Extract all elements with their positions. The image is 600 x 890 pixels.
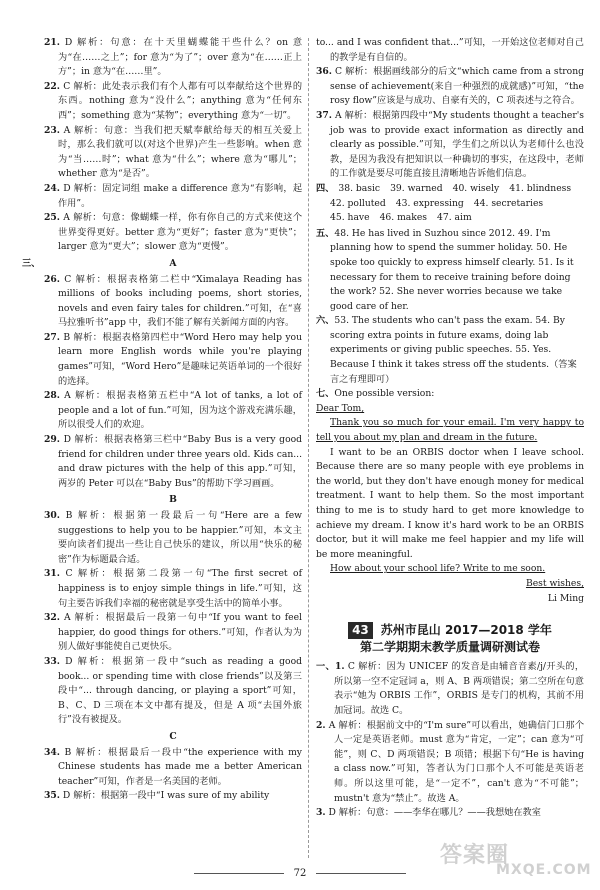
answer-number: 26. xyxy=(44,273,60,285)
test-title xyxy=(316,622,584,656)
answer-number: 31. xyxy=(44,568,60,580)
word-answer: 47. aim xyxy=(437,212,472,224)
letter-paragraph-1: Thank you so much for your email. I'm very happy to tell you about my plan and dream in the future. xyxy=(316,417,584,444)
answer-item xyxy=(44,567,302,611)
answer-number: 25. xyxy=(44,212,60,224)
answer-number: 24. xyxy=(44,182,60,194)
word-answer: 39. warned xyxy=(390,182,443,194)
answer-text: A 解析：根据前文中的“I'm sure”可以看出，她确信门口那个人一定是英语老师。must 意为“肯定，一定”；can 意为“可能”，则 C、D 两项错误；B 项错；根据下句“He is having a class now.”可知，答者认为门口那个人不可能是英语老师。所以这里可能，是“一定不”，can't 意为“不可能”；mustn't 意为“禁止”。故选 A。 xyxy=(328,719,585,804)
section-six-label: 六、 xyxy=(316,315,335,327)
answer-number: 28. xyxy=(44,390,60,402)
answer-number: 35. xyxy=(44,790,60,802)
answer-item xyxy=(44,389,302,433)
answer-text: C 解析：根据第二段第一句“The first secret of happiness is to enjoy simple things in life.”可知，这句主要告诉我们幸福的秘密就是享受生活中的简单小事。 xyxy=(58,568,302,609)
answer-item xyxy=(44,655,302,728)
answer-number: 一、1. xyxy=(316,661,345,673)
section-seven xyxy=(316,387,584,606)
answers-21-25 xyxy=(44,36,302,255)
right-column xyxy=(316,36,584,821)
answer-text: B 解析：根据第一段最后一句“Here are a few suggestions to help you to be happier.”可知，本文主要向读者们提出一些让自己快乐的建议，所以用“快乐的秘密”作为标题最合适。 xyxy=(58,510,303,565)
answer-text: A 解析：根据表格第五栏中“A lot of tanks, a lot of people and a lot of fun.”可知，因为这个游戏充满乐趣，所以很受人们的欢迎。 xyxy=(58,390,302,431)
test-number-badge: 43 xyxy=(348,622,373,639)
footer-rule-left xyxy=(194,873,284,874)
answers-34-35 xyxy=(44,746,302,804)
answer-item xyxy=(44,36,302,80)
word-answer-row xyxy=(316,197,584,212)
word-answer: 42. polluted xyxy=(330,197,386,209)
word-answer: 40. wisely xyxy=(452,182,500,194)
word-answer: 46. makes xyxy=(379,212,428,224)
answer-item xyxy=(44,211,302,255)
subsection-a-label: A xyxy=(169,257,177,269)
word-answer: 43. expressing xyxy=(395,197,464,209)
letter-paragraph-3: How about your school life? Write to me soon. xyxy=(330,563,546,575)
answer-text: B 解析：根据表格第四栏中“Word Hero may help you learn more English words while you're playing games”可知，“Word Hero”是趣味记英语单词的一个很好的选择。 xyxy=(58,331,302,387)
answer-item xyxy=(316,806,584,821)
answer-text: D 解析：句意：在十天里蝴蝶能干些什么？on 意为“在……之上”；for 意为“为了”；over 意为“在……正上方”；in 意为“在……里”。 xyxy=(58,37,303,78)
test-title-line-1: 苏州市昆山 2017—2018 学年 xyxy=(380,623,552,638)
answer-text: C 解析：因为 UNICEF 的发音是由辅音音素/j/开头的，所以第一空不定冠词 a，则 A、B 两项错误；第二空所在句意表示“她为 ORBIS 工作”，ORBIS 是专门的机构，其前不用加冠词。故选 C。 xyxy=(334,661,585,716)
word-answers xyxy=(316,182,584,226)
answer-text: A 解析：句意：当我们把天赋奉献给每天的相互关爱上时，那么我们就可以(对这个世界)产生一些影响。when 意为“当……时”；what 意为“什么”；where 意为“哪儿”；whether 意为“是否”。 xyxy=(58,124,302,180)
answer-number: 30. xyxy=(44,510,60,521)
section-three xyxy=(22,257,302,272)
continued-text: to... and I was confident that...”可知，一开始这位老师对自己的教学是有自信的。 xyxy=(316,37,584,63)
answer-number: 21. xyxy=(44,37,60,48)
answer-item xyxy=(316,65,584,109)
column-divider xyxy=(308,38,309,858)
answer-number: 3. xyxy=(316,807,326,819)
answer-text: D 解析：根据第一段中“I was sure of my ability xyxy=(62,790,270,802)
answer-item xyxy=(44,80,302,124)
section-five xyxy=(316,227,584,315)
answer-text: D 解析：固定词组 make a difference 意为“有影响，起作用”。 xyxy=(58,182,303,209)
word-answer-row xyxy=(316,211,584,226)
watermark-subtext: MXQE.COM xyxy=(496,862,592,878)
section-label: 三、 xyxy=(22,257,41,269)
answer-number: 32. xyxy=(44,612,60,624)
subsection-b-label: B xyxy=(169,494,177,506)
answer-item xyxy=(44,611,302,655)
letter-paragraph-2: I want to be an ORBIS doctor when I leave school. Because there are so many people with eye problems in the world, but they don't have enough money for medical treatment. I want to help them. So the most important thing to me is to study hard to get more knowledge to achieve my dream. I know it's hard work to be an ORBIS doctor, but it will make me feel happier and my life will be more meaningful. xyxy=(316,446,584,560)
watermark-text: 答案圈 xyxy=(440,843,510,868)
answer-text: D 解析：根据第一段中“such as reading a good book... or spending time with close friends”以及第三段中“... through dancing, or playing a sport”可知，B、C、D 三项在本文中都有提及，但是 A 项“去国外旅行”没有被提及。 xyxy=(58,655,303,726)
answer-number: 33. xyxy=(44,655,60,667)
page-number: 72 xyxy=(293,868,307,879)
answer-item xyxy=(44,433,302,491)
section-four-label: 四、 xyxy=(316,182,335,194)
left-column xyxy=(22,36,303,804)
answer-number: 29. xyxy=(44,434,60,446)
footer-rule-right xyxy=(316,873,406,874)
answer-text: C 解析：根据画线部分的后文“which came from a strong sense of achievement(来自一种强烈的成就感)”可知，“the rosy flow”应该是与成功、自豪有关的，C 项表述与之符合。 xyxy=(330,66,585,107)
answer-text: A 解析：根据第四段中“My students thought a teacher's job was to provide exact information as directly and clearly as possible.”可知，学生们之所以认为老师什么也没教，是因为我没有把知识以一种确切的事实，在这段中，老师的工作就是要尽可能直接且清晰地告诉他们信息。 xyxy=(330,109,584,180)
answer-text: A 解析：句意：像蝴蝶一样，你有你自己的方式来使这个世界变得更好。better 意为“更好”；faster 意为“更快”；larger 意为“更大”；slower 意为“更慢”。 xyxy=(58,212,303,253)
section-seven-label: 七、 xyxy=(316,388,335,400)
word-answer-row xyxy=(316,182,584,197)
answer-text: D 解析：句意：——李华在哪儿？——我想她在教室 xyxy=(328,807,541,819)
word-answer: 41. blindness xyxy=(509,182,572,194)
answer-text: B 解析：根据最后一段中“the experience with my Chinese students has made me a better American teacher”可知，作者是一名美国的老师。 xyxy=(58,746,303,787)
answer-number: 37. xyxy=(316,109,332,121)
answers-30-33 xyxy=(44,509,302,728)
section-five-label: 五、 xyxy=(316,227,335,239)
word-answer: 44. secretaries xyxy=(473,197,544,209)
letter-closing: Best wishes, xyxy=(525,577,584,589)
answers-26-29 xyxy=(44,273,302,492)
answer-text: D 解析：根据表格第三栏中“Baby Bus is a very good friend for children under three years old. Kids can... and draw pictures with the help of this app.”可知，两岁的 Peter 可以在“Baby Bus”的帮助下学习画画。 xyxy=(58,434,303,489)
test-title-line-2: 第二学期期末教学质量调研测试卷 xyxy=(359,640,540,655)
answer-item xyxy=(44,746,302,790)
answer-number: 27. xyxy=(44,331,60,343)
answer-item xyxy=(44,273,302,331)
answer-item xyxy=(316,660,584,718)
answer-number: 36. xyxy=(316,66,332,78)
section-four xyxy=(316,182,584,226)
answer-item xyxy=(316,719,584,807)
letter-signature: Li Ming xyxy=(547,592,584,604)
answers-36-37 xyxy=(316,65,584,182)
test-answers xyxy=(316,660,584,821)
answer-number: 22. xyxy=(44,80,60,92)
answer-item xyxy=(44,124,302,182)
answer-text: A 解析：根据最后一段第一句中“If you want to feel happier, do good things for others.”可知，作者认为为别人做好事能使自己更快乐。 xyxy=(58,612,302,653)
answer-number: 23. xyxy=(44,124,60,136)
essay-intro: One possible version: xyxy=(334,388,435,400)
letter-greeting: Dear Tom, xyxy=(316,402,365,414)
answer-item xyxy=(44,331,302,389)
answer-number: 34. xyxy=(44,746,60,758)
answer-item xyxy=(44,509,302,567)
section-six xyxy=(316,314,584,387)
word-answer: 38. basic xyxy=(338,182,381,194)
watermark-logo xyxy=(440,838,590,882)
answer-number: 2. xyxy=(316,719,326,731)
word-answer: 45. have xyxy=(330,212,370,224)
answer-text: C 解析：此处表示我们有个人都有可以奉献给这个世界的东西。nothing 意为“没什么”；anything 意为“任何东西”；something 意为“某物”；everything 意为“一切”。 xyxy=(58,80,303,121)
subsection-c-label: C xyxy=(169,730,177,742)
section-six-text: 53. The students who can't pass the exam. 54. By scoring extra points in future exams, doing lab experiments or giving public speeches. 55. Yes. Because I think it takes stress off the students.（答案言之有理即可） xyxy=(330,315,577,385)
answer-item xyxy=(44,182,302,211)
section-five-text: 48. He has lived in Suzhou since 2012. 49. I'm planning how to spend the summer holiday. 50. He spoke too quickly to express himself clearly. 51. Is it necessary for them to receive training before doing the work? 52. She never worries because we take good care of her. xyxy=(330,227,574,312)
answer-item xyxy=(44,789,302,804)
answer-text: C 解析：根据表格第二栏中“Ximalaya Reading has millions of books including poems, short stories, novels and even fairy tales for children.”可知，在“喜马拉雅听书”app 中，我们不能了解有关新闻方面的内容。 xyxy=(58,273,302,329)
answer-item xyxy=(316,109,584,182)
